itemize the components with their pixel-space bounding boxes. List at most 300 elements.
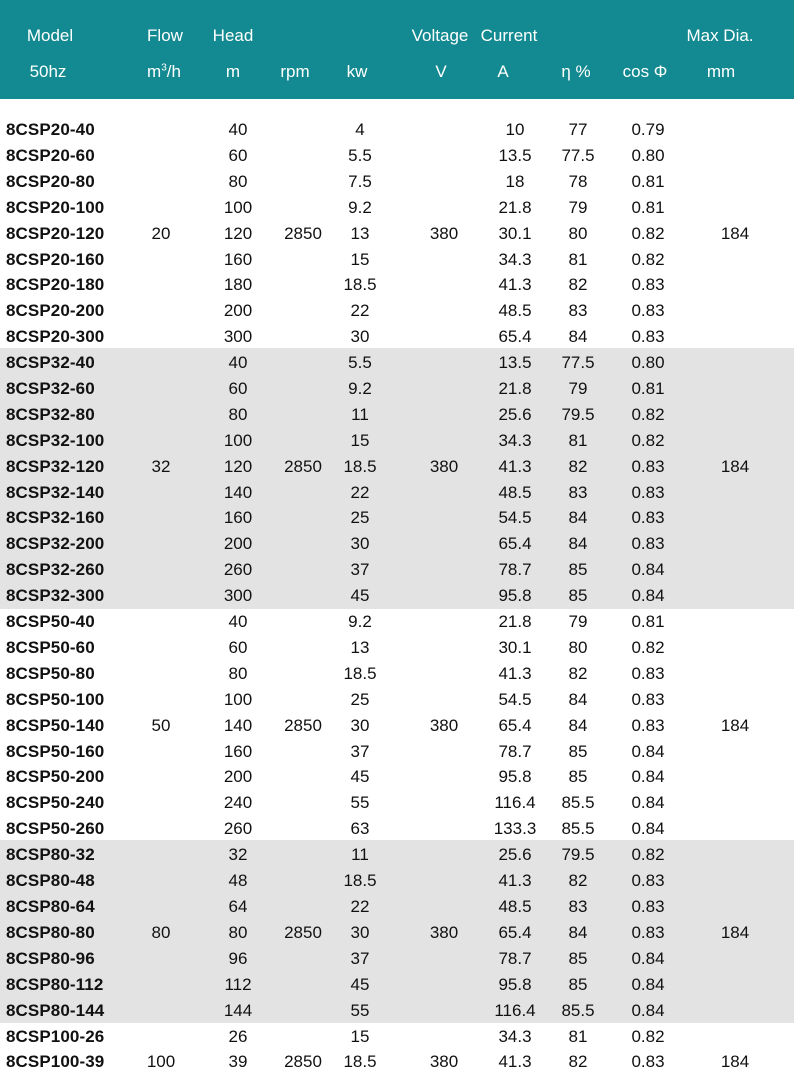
power-factor-cell: 0.84 [631,767,665,787]
power-factor-cell: 0.82 [631,637,665,657]
head-cell: 80 [228,404,248,424]
table-row [0,428,794,454]
head-cell: 200 [223,301,253,321]
current-cell: 30.1 [498,223,532,243]
kw-cell: 37 [350,560,370,580]
efficiency-cell: 77 [568,120,588,139]
current-cell: 34.3 [498,1026,532,1046]
power-factor-cell: 0.83 [631,534,665,554]
kw-cell: 63 [350,819,370,839]
head-cell: 112 [224,974,252,994]
model-cell: 8CSP20-160 [6,249,105,269]
current-cell: 95.8 [498,974,532,994]
kw-cell: 18.5 [343,663,377,683]
head-cell: 300 [223,586,253,606]
table-row [0,350,794,376]
head-cell: 160 [223,741,253,761]
flow-cell: 32 [151,456,171,476]
model-cell: 8CSP20-200 [6,301,105,321]
efficiency-cell: 85.5 [561,819,595,839]
head-cell: 144 [223,1000,253,1020]
max-dia-cell: 184 [720,922,750,942]
efficiency-cell: 77.5 [561,353,595,373]
kw-cell: 22 [350,482,370,502]
power-factor-cell: 0.83 [631,275,665,295]
head-cell: 100 [223,430,253,450]
head-cell: 100 [223,197,253,217]
kw-cell: 30 [350,327,370,347]
header-head-unit: m [225,62,241,81]
power-factor-cell: 0.82 [631,845,665,865]
current-cell: 41.3 [498,871,532,891]
efficiency-cell: 84 [568,689,588,709]
voltage-cell: 380 [429,715,459,735]
efficiency-cell: 81 [568,430,588,450]
model-cell: 8CSP20-60 [6,145,95,165]
table-row [0,946,794,972]
power-factor-cell: 0.84 [631,560,665,580]
header-max-dia: Max Dia. [686,26,754,45]
kw-cell: 13 [350,223,370,243]
kw-cell: 5.5 [348,353,372,373]
model-cell: 8CSP32-40 [6,353,95,373]
efficiency-cell: 81 [568,1026,588,1046]
header-model: Model [26,26,74,45]
power-factor-cell: 0.83 [631,482,665,502]
power-factor-cell: 0.79 [631,120,665,139]
power-factor-cell: 0.82 [631,249,665,269]
head-cell: 80 [228,171,248,191]
kw-cell: 37 [350,948,370,968]
efficiency-cell: 84 [568,715,588,735]
header-max-dia-unit: mm [706,62,736,81]
flow-cell: 20 [151,223,171,243]
table-row [0,376,794,402]
max-dia-cell: 184 [720,715,750,735]
current-cell: 41.3 [498,1052,532,1072]
efficiency-cell: 85 [568,560,588,580]
kw-cell: 15 [350,1026,370,1046]
model-cell: 8CSP50-80 [6,663,95,683]
table-body [0,117,794,1083]
header-power-factor: cos Φ [622,62,668,81]
model-cell: 8CSP80-80 [6,922,95,942]
model-cell: 8CSP100-26 [6,1026,105,1046]
efficiency-cell: 84 [568,327,588,347]
header-kw: kw [346,62,368,81]
current-cell: 78.7 [498,560,532,580]
model-cell: 8CSP32-160 [6,508,105,528]
efficiency-cell: 81 [568,249,588,269]
flow-unit-tail: /h [166,62,181,81]
model-cell: 8CSP50-60 [6,637,95,657]
model-cell: 8CSP80-96 [6,948,95,968]
model-cell: 8CSP32-120 [6,456,105,476]
current-cell: 78.7 [498,741,532,761]
kw-cell: 22 [350,896,370,916]
voltage-cell: 380 [429,223,459,243]
power-factor-cell: 0.83 [631,663,665,683]
table-row [0,1049,794,1075]
kw-cell: 11 [351,845,369,865]
efficiency-cell: 85 [568,767,588,787]
kw-cell: 30 [350,715,370,735]
header-head: Head [212,26,254,45]
table-row [0,195,794,221]
power-factor-cell: 0.83 [631,301,665,321]
head-cell: 140 [223,482,253,502]
head-cell: 180 [223,275,253,295]
flow-group [0,609,794,842]
current-cell: 54.5 [498,508,532,528]
head-cell: 160 [223,249,253,269]
power-factor-cell: 0.84 [631,793,665,813]
power-factor-cell: 0.84 [631,819,665,839]
power-factor-cell: 0.81 [631,171,665,191]
kw-cell: 55 [350,1000,370,1020]
table-row [0,609,794,635]
efficiency-cell: 85 [568,741,588,761]
model-cell: 8CSP32-200 [6,534,105,554]
power-factor-cell: 0.83 [631,871,665,891]
power-factor-cell: 0.84 [631,948,665,968]
efficiency-cell: 82 [568,663,588,683]
kw-cell: 45 [350,767,370,787]
current-cell: 41.3 [498,663,532,683]
kw-cell: 18.5 [343,1052,377,1072]
head-cell: 39 [228,1052,248,1072]
kw-cell: 30 [350,534,370,554]
head-cell: 300 [223,327,253,347]
power-factor-cell: 0.83 [631,508,665,528]
table-row [0,531,794,557]
efficiency-cell: 84 [568,922,588,942]
flow-group [0,348,794,609]
head-cell: 40 [228,353,248,373]
flow-group [0,840,794,1023]
head-cell: 240 [223,793,253,813]
kw-cell: 37 [350,741,370,761]
efficiency-cell: 78 [568,171,588,191]
head-cell: 100 [223,689,253,709]
model-cell: 8CSP80-32 [6,845,95,865]
power-factor-cell: 0.80 [631,145,665,165]
rpm-cell: 2850 [284,715,322,735]
power-factor-cell: 0.80 [631,353,665,373]
max-dia-cell: 184 [720,456,750,476]
head-cell: 160 [223,508,253,528]
kw-cell: 30 [350,922,370,942]
head-cell: 40 [228,120,248,139]
head-cell: 140 [223,715,253,735]
model-cell: 8CSP32-100 [6,430,105,450]
current-cell: 13.5 [498,353,532,373]
current-cell: 10 [505,120,525,139]
header-voltage-unit: V [435,62,447,81]
model-cell: 8CSP80-112 [6,974,104,994]
current-cell: 25.6 [498,404,532,424]
efficiency-cell: 82 [568,456,588,476]
efficiency-cell: 77.5 [561,145,595,165]
power-factor-cell: 0.82 [631,404,665,424]
current-cell: 21.8 [498,612,532,632]
model-cell: 8CSP20-80 [6,171,95,191]
power-factor-cell: 0.84 [631,741,665,761]
table-row [0,635,794,661]
rpm-cell: 2850 [284,456,322,476]
efficiency-cell: 82 [568,1052,588,1072]
current-cell: 48.5 [498,896,532,916]
model-cell: 8CSP20-180 [6,275,105,295]
kw-cell: 15 [350,249,370,269]
current-cell: 25.6 [498,845,532,865]
kw-cell: 9.2 [348,197,372,217]
header-current-unit: A [497,62,509,81]
power-factor-cell: 0.84 [631,586,665,606]
table-row [0,661,794,687]
table-row [0,298,794,324]
table-row [0,247,794,273]
model-cell: 8CSP50-160 [6,741,105,761]
head-cell: 200 [223,534,253,554]
model-cell: 8CSP20-120 [6,223,105,243]
efficiency-cell: 79.5 [561,845,595,865]
model-cell: 8CSP32-60 [6,378,95,398]
kw-cell: 4 [355,120,365,139]
header-rpm: rpm [280,62,310,81]
current-cell: 65.4 [498,534,532,554]
efficiency-cell: 85 [568,974,588,994]
flow-unit-sup: 3 [161,62,167,74]
header-flow-unit [147,62,181,82]
model-cell: 8CSP100-39 [6,1052,105,1072]
model-cell: 8CSP50-240 [6,793,105,813]
table-row [0,739,794,765]
efficiency-cell: 83 [568,896,588,916]
table-row [0,221,794,247]
table-row [0,143,794,169]
current-cell: 34.3 [498,249,532,269]
efficiency-cell: 79 [568,612,588,632]
current-cell: 95.8 [498,767,532,787]
max-dia-cell: 184 [720,1052,750,1072]
efficiency-cell: 79 [568,197,588,217]
table-row [0,972,794,998]
table-row [0,505,794,531]
head-cell: 260 [223,819,253,839]
current-cell: 18 [505,171,525,191]
rpm-cell: 2850 [284,1052,322,1072]
head-cell: 260 [223,560,253,580]
current-cell: 78.7 [498,948,532,968]
current-cell: 65.4 [498,922,532,942]
table-row [0,454,794,480]
current-cell: 95.8 [498,586,532,606]
head-cell: 200 [223,767,253,787]
table-row [0,998,794,1024]
kw-cell: 9.2 [348,378,372,398]
head-cell: 120 [223,456,253,476]
table-row [0,764,794,790]
kw-cell: 55 [350,793,370,813]
efficiency-cell: 82 [568,871,588,891]
efficiency-cell: 80 [568,637,588,657]
kw-cell: 18.5 [343,871,377,891]
table-row [0,169,794,195]
model-cell: 8CSP50-40 [6,612,95,632]
head-cell: 96 [228,948,248,968]
kw-cell: 9.2 [348,612,372,632]
max-dia-cell: 184 [720,223,750,243]
voltage-cell: 380 [429,456,459,476]
model-cell: 8CSP50-140 [6,715,105,735]
efficiency-cell: 85 [568,948,588,968]
model-cell: 8CSP20-40 [6,120,95,139]
current-cell: 54.5 [498,689,532,709]
head-cell: 120 [223,223,253,243]
model-cell: 8CSP80-64 [6,896,95,916]
power-factor-cell: 0.83 [631,896,665,916]
model-cell: 8CSP32-80 [6,404,95,424]
power-factor-cell: 0.83 [631,922,665,942]
model-cell: 8CSP80-144 [6,1000,105,1020]
current-cell: 116.4 [494,793,536,813]
model-cell: 8CSP50-200 [6,767,105,787]
table-row [0,402,794,428]
head-cell: 26 [228,1026,248,1046]
head-cell: 48 [228,871,248,891]
kw-cell: 7.5 [348,171,372,191]
efficiency-cell: 83 [568,301,588,321]
flow-cell: 100 [146,1052,176,1072]
table-row [0,713,794,739]
table-row [0,816,794,842]
header-voltage: Voltage [411,26,469,45]
flow-group [0,117,794,350]
kw-cell: 22 [350,301,370,321]
kw-cell: 25 [350,508,370,528]
current-cell: 21.8 [498,378,532,398]
efficiency-cell: 83 [568,482,588,502]
current-cell: 133.3 [493,819,537,839]
kw-cell: 18.5 [343,456,377,476]
efficiency-cell: 84 [568,534,588,554]
current-cell: 41.3 [498,275,532,295]
model-cell: 8CSP20-100 [6,197,105,217]
power-factor-cell: 0.81 [631,378,665,398]
kw-cell: 13 [350,637,370,657]
head-cell: 60 [228,637,248,657]
kw-cell: 15 [350,430,370,450]
current-cell: 21.8 [498,197,532,217]
power-factor-cell: 0.83 [631,327,665,347]
head-cell: 60 [228,145,248,165]
rpm-cell: 2850 [284,922,322,942]
model-cell: 8CSP50-100 [6,689,105,709]
table-header [0,0,794,99]
flow-cell: 80 [151,922,171,942]
power-factor-cell: 0.83 [631,689,665,709]
table-row [0,790,794,816]
table-row [0,583,794,609]
power-factor-cell: 0.82 [631,223,665,243]
flow-unit-base: m [147,62,162,81]
header-flow: Flow [147,26,183,45]
table-row [0,868,794,894]
current-cell: 41.3 [498,456,532,476]
current-cell: 48.5 [498,301,532,321]
header-efficiency: η % [561,62,591,81]
kw-cell: 11 [351,404,369,424]
power-factor-cell: 0.81 [631,197,665,217]
flow-group [0,1024,794,1076]
efficiency-cell: 85 [568,586,588,606]
table-row [0,117,794,143]
efficiency-cell: 79 [568,378,588,398]
table-row [0,272,794,298]
table-row [0,557,794,583]
head-cell: 80 [228,663,248,683]
power-factor-cell: 0.83 [631,456,665,476]
head-cell: 40 [228,612,248,632]
model-cell: 8CSP32-140 [6,482,105,502]
kw-cell: 5.5 [348,145,372,165]
current-cell: 13.5 [498,145,532,165]
model-cell: 8CSP32-260 [6,560,105,580]
model-cell: 8CSP80-48 [6,871,95,891]
voltage-cell: 380 [429,1052,459,1072]
flow-cell: 50 [151,715,171,735]
table-row [0,842,794,868]
model-cell: 8CSP32-300 [6,586,105,606]
table-row [0,687,794,713]
kw-cell: 45 [350,586,370,606]
voltage-cell: 380 [429,922,459,942]
rpm-cell: 2850 [284,223,322,243]
efficiency-cell: 82 [568,275,588,295]
power-factor-cell: 0.82 [631,1026,665,1046]
efficiency-cell: 85.5 [561,793,595,813]
table-row [0,920,794,946]
power-factor-cell: 0.82 [631,430,665,450]
efficiency-cell: 85.5 [561,1000,595,1020]
power-factor-cell: 0.83 [631,715,665,735]
current-cell: 65.4 [498,715,532,735]
current-cell: 116.4 [494,1000,536,1020]
header-current: Current [480,26,538,45]
current-cell: 65.4 [498,327,532,347]
head-cell: 80 [228,922,248,942]
power-factor-cell: 0.84 [631,974,665,994]
efficiency-cell: 79.5 [561,404,595,424]
kw-cell: 45 [350,974,370,994]
model-cell: 8CSP20-300 [6,327,105,347]
current-cell: 48.5 [498,482,532,502]
table-row [0,480,794,506]
efficiency-cell: 84 [568,508,588,528]
head-cell: 32 [228,845,248,865]
table-row [0,894,794,920]
kw-cell: 25 [350,689,370,709]
head-cell: 60 [228,378,248,398]
current-cell: 30.1 [498,637,532,657]
table-row [0,324,794,350]
header-frequency: 50hz [29,62,67,81]
head-cell: 64 [228,896,248,916]
efficiency-cell: 80 [568,223,588,243]
power-factor-cell: 0.83 [631,1052,665,1072]
model-cell: 8CSP50-260 [6,819,105,839]
